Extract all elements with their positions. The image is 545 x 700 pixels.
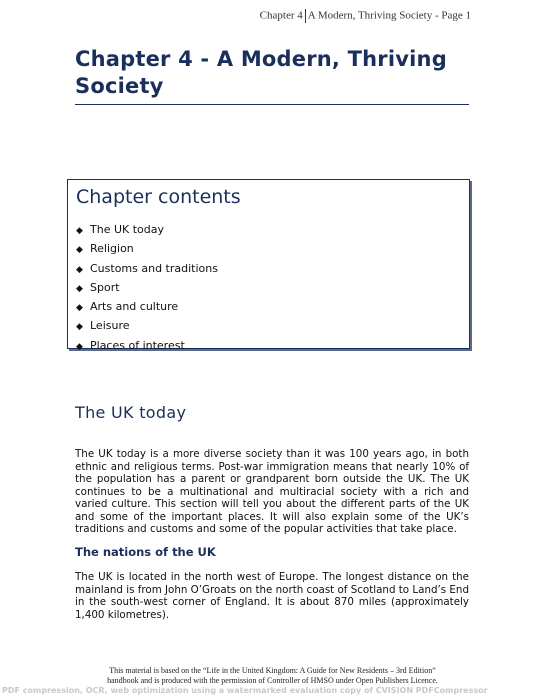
section-paragraph: The UK today is a more diverse society than it was 100 years ago, in both ethnic and religious terms. Post-war immigration means that nearly 10% of the population has a parent or grandparent born outside the UK. The UK continues to be a multinational and multiracial society with a rich and varied culture. This section will tell you about the different parts of the UK and some of the important places. It will also explain some of the UK’s traditions and customs and some of the popular activities that take place. <box>75 448 469 535</box>
contents-item <box>76 317 218 336</box>
page-footer <box>60 666 485 686</box>
subsection-paragraph: The UK is located in the north west of Europe. The longest distance on the mainland is from John O’Groats on the north coast of Scotland to Land’s End in the south-west corner of England. It is about 870 miles (approximately 1,400 kilometres). <box>75 571 469 621</box>
bullet-icon: ◆ <box>76 283 83 294</box>
contents-item-label: The UK today <box>90 223 164 236</box>
contents-item-label: Customs and traditions <box>90 261 218 275</box>
bullet-icon: ◆ <box>76 264 83 275</box>
contents-item-label: Religion <box>90 242 134 256</box>
header-separator <box>305 9 306 23</box>
contents-heading: Chapter contents <box>76 186 241 208</box>
contents-item-label: Sport <box>90 280 120 294</box>
contents-item-label: Places of interest <box>90 338 185 352</box>
watermark-text: PDF compression, OCR, web optimization using a watermarked evaluation copy of CVISION PDFCompressor <box>2 686 488 695</box>
page-header <box>260 9 471 23</box>
bullet-icon: ◆ <box>76 322 83 333</box>
footer-line-2: handbook and is produced with the permission of Controller of HMSO under Open Publishers Licence. <box>107 676 438 685</box>
title-rule <box>75 104 469 105</box>
contents-item <box>76 240 218 259</box>
header-chapter: Chapter 4 <box>259 9 303 22</box>
contents-item <box>76 279 218 298</box>
header-title-page: A Modern, Thriving Society - Page 1 <box>307 9 471 22</box>
contents-item-label: Arts and culture <box>90 300 179 314</box>
contents-item <box>76 337 218 356</box>
contents-item <box>76 298 218 317</box>
contents-item <box>76 221 218 240</box>
contents-item-label: Leisure <box>90 319 130 333</box>
chapter-title: Chapter 4 - A Modern, Thriving Society <box>75 47 447 98</box>
bullet-icon: ◆ <box>76 303 83 314</box>
bullet-icon: ◆ <box>76 341 83 352</box>
section-heading: The UK today <box>75 403 187 422</box>
subsection-heading: The nations of the UK <box>75 545 216 559</box>
footer-line-1: This material is based on the “Life in the United Kingdom: A Guide for New Residents – 3rd Edition” <box>109 666 436 675</box>
contents-list <box>76 221 218 356</box>
bullet-icon: ◆ <box>76 245 83 256</box>
contents-item <box>76 260 218 279</box>
bullet-icon: ◆ <box>76 226 83 236</box>
chapter-contents-box <box>67 179 470 352</box>
